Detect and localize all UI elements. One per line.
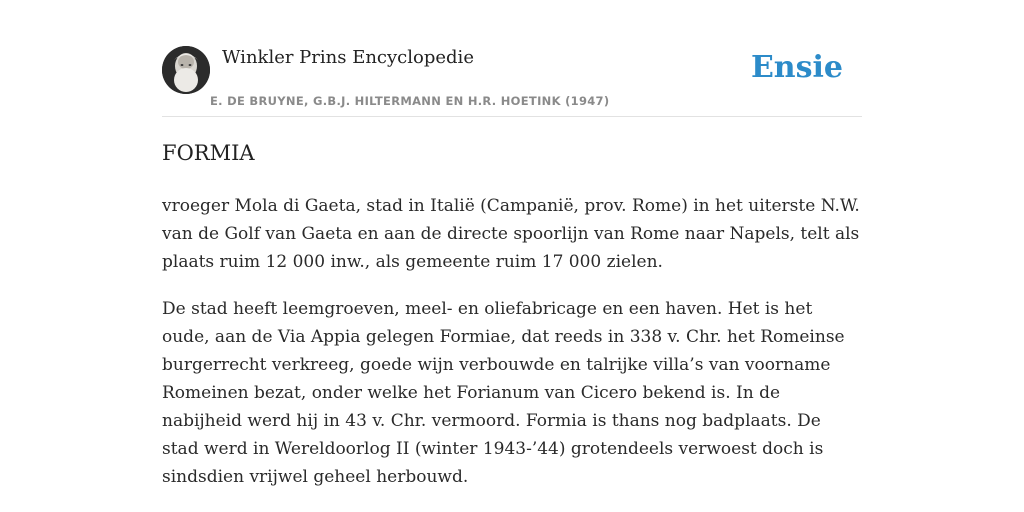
portrait-image <box>162 46 210 94</box>
site-title[interactable]: Winkler Prins Encyclopedie <box>222 47 474 68</box>
authors-line: E. DE BRUYNE, G.B.J. HILTERMANN EN H.R. HOETINK (1947) <box>210 94 610 108</box>
article-body <box>162 192 862 510</box>
article-paragraph: vroeger Mola di Gaeta, stad in Italië (Campanië, prov. Rome) in het uiterste N.W. van de Golf van Gaeta en aan de directe spoorlijn van Rome naar Napels, telt als plaats ruim 12 000 inw., als gemeente ruim 17 000 zielen. <box>162 196 860 272</box>
article-headword: FORMIA <box>162 141 255 165</box>
author-avatar <box>162 46 210 94</box>
site-header <box>162 46 862 117</box>
brand-logo[interactable]: Ensie <box>750 50 843 85</box>
article-paragraph: De stad heeft leemgroeven, meel- en oliefabricage en een haven. Het is het oude, aan de Via Appia gelegen Formiae, dat reeds in 338 v. Chr. het Romeinse burgerrecht verkreeg, goede wijn verbouwde en talrijke villa’s van voorname Romeinen bezat, onder welke het Forianum van Cicero bekend is. In de nabijheid werd hij in 43 v. Chr. vermoord. Formia is thans nog badplaats. De stad werd in Wereldoorlog II (winter 1943-’44) grotendeels verwoest doch is sindsdien vrijwel geheel herbouwd. <box>162 299 845 487</box>
